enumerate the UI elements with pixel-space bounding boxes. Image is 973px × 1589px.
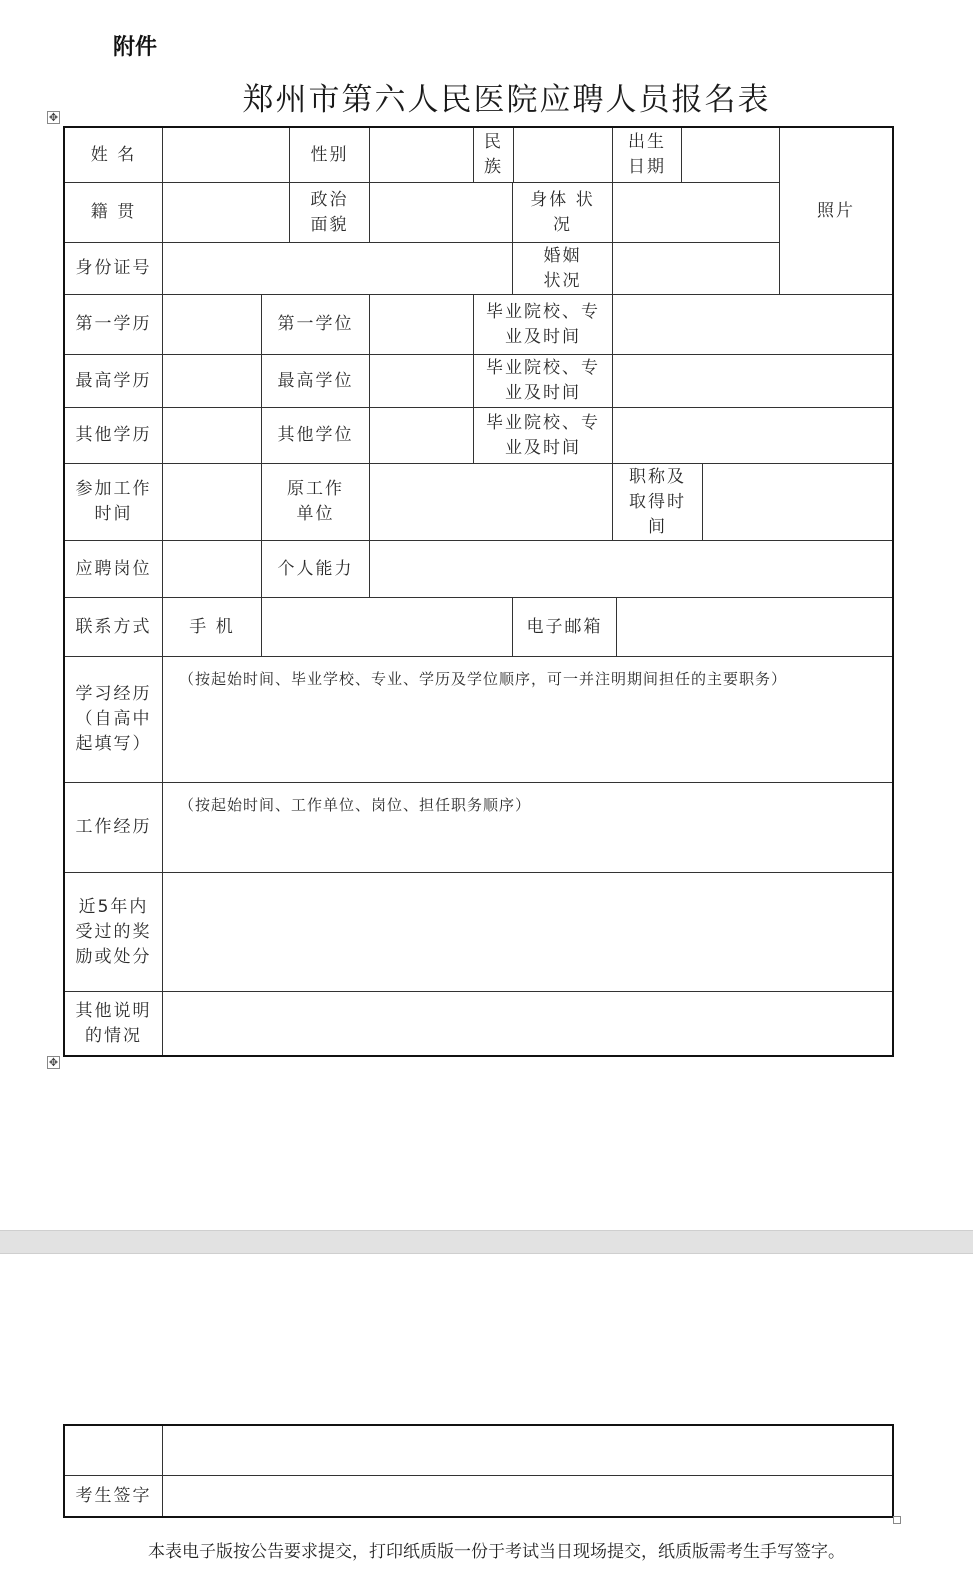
other-education-label: 其他学历	[65, 408, 163, 464]
first-degree-label: 第一学位	[262, 295, 370, 355]
political-status-label: 政治面貌	[290, 183, 370, 243]
political-status-field[interactable]	[370, 183, 513, 243]
previous-employer-field[interactable]	[370, 464, 613, 541]
rewards-field[interactable]	[163, 873, 892, 992]
personal-ability-field[interactable]	[370, 541, 892, 598]
blank-label-cell	[65, 1426, 163, 1476]
mobile-field[interactable]	[262, 598, 513, 657]
name-label: 姓 名	[65, 128, 163, 183]
attachment-label: 附件	[113, 35, 158, 60]
birth-date-field[interactable]	[682, 128, 780, 183]
highest-education-field[interactable]	[163, 355, 262, 408]
other-degree-label: 其他学位	[262, 408, 370, 464]
previous-employer-label: 原工作单位	[262, 464, 370, 541]
first-education-field[interactable]	[163, 295, 262, 355]
blank-field-cell[interactable]	[163, 1426, 892, 1476]
footer-note: 本表电子版按公告要求提交，打印纸质版一份于考试当日现场提交，纸质版需考生手写签字。	[148, 1542, 845, 1562]
ethnicity-field[interactable]	[514, 128, 613, 183]
work-history-field[interactable]: （按起始时间、工作单位、岗位、担任职务顺序）	[163, 783, 892, 873]
resize-handle[interactable]	[893, 1516, 901, 1524]
registration-form-table	[63, 126, 894, 1057]
native-place-label: 籍 贯	[65, 183, 163, 243]
page-title: 郑州市第六人民医院应聘人员报名表	[242, 82, 771, 118]
personal-ability-label: 个人能力	[262, 541, 370, 598]
first-education-label: 第一学历	[65, 295, 163, 355]
marital-status-label: 婚姻状况	[513, 243, 613, 295]
first-school-label: 毕业院校、专业及时间	[474, 295, 613, 355]
rewards-label: 近5年内受过的奖励或处分	[65, 873, 163, 992]
contact-label: 联系方式	[65, 598, 163, 657]
health-status-field[interactable]	[613, 183, 780, 243]
position-field[interactable]	[163, 541, 262, 598]
highest-school-label: 毕业院校、专业及时间	[474, 355, 613, 408]
birth-date-label: 出生日期	[613, 128, 682, 183]
position-label: 应聘岗位	[65, 541, 163, 598]
id-number-field[interactable]	[163, 243, 513, 295]
name-field[interactable]	[163, 128, 290, 183]
title-time-field[interactable]	[703, 464, 892, 541]
native-place-field[interactable]	[163, 183, 290, 243]
first-degree-field[interactable]	[370, 295, 474, 355]
email-field[interactable]	[617, 598, 892, 657]
signature-field[interactable]	[163, 1476, 892, 1516]
first-school-field[interactable]	[613, 295, 892, 355]
move-icon[interactable]: ✥	[48, 1056, 59, 1069]
gender-label: 性别	[290, 128, 370, 183]
id-number-label: 身份证号	[65, 243, 163, 295]
photo-box[interactable]: 照片	[780, 128, 892, 295]
work-history-label: 工作经历	[65, 783, 163, 873]
other-degree-field[interactable]	[370, 408, 474, 464]
signature-label: 考生签字	[65, 1476, 163, 1516]
highest-education-label: 最高学历	[65, 355, 163, 408]
title-time-label: 职称及取得时间	[613, 464, 703, 541]
page-break	[0, 1230, 973, 1254]
highest-school-field[interactable]	[613, 355, 892, 408]
study-history-label: 学习经历（自高中起填写）	[65, 657, 163, 783]
work-start-field[interactable]	[163, 464, 262, 541]
email-label: 电子邮箱	[513, 598, 617, 657]
ethnicity-label: 民族	[474, 128, 514, 183]
other-education-field[interactable]	[163, 408, 262, 464]
other-notes-label: 其他说明的情况	[65, 992, 163, 1055]
health-status-label: 身体 状况	[513, 183, 613, 243]
highest-degree-label: 最高学位	[262, 355, 370, 408]
marital-status-field[interactable]	[613, 243, 780, 295]
move-icon[interactable]: ✥	[48, 111, 59, 124]
highest-degree-field[interactable]	[370, 355, 474, 408]
other-school-label: 毕业院校、专业及时间	[474, 408, 613, 464]
other-notes-field[interactable]	[163, 992, 892, 1055]
signature-table	[63, 1424, 894, 1518]
study-history-field[interactable]: （按起始时间、毕业学校、专业、学历及学位顺序，可一并注明期间担任的主要职务）	[163, 657, 892, 783]
other-school-field[interactable]	[613, 408, 892, 464]
work-start-label: 参加工作时间	[65, 464, 163, 541]
gender-field[interactable]	[370, 128, 474, 183]
mobile-label: 手 机	[163, 598, 262, 657]
